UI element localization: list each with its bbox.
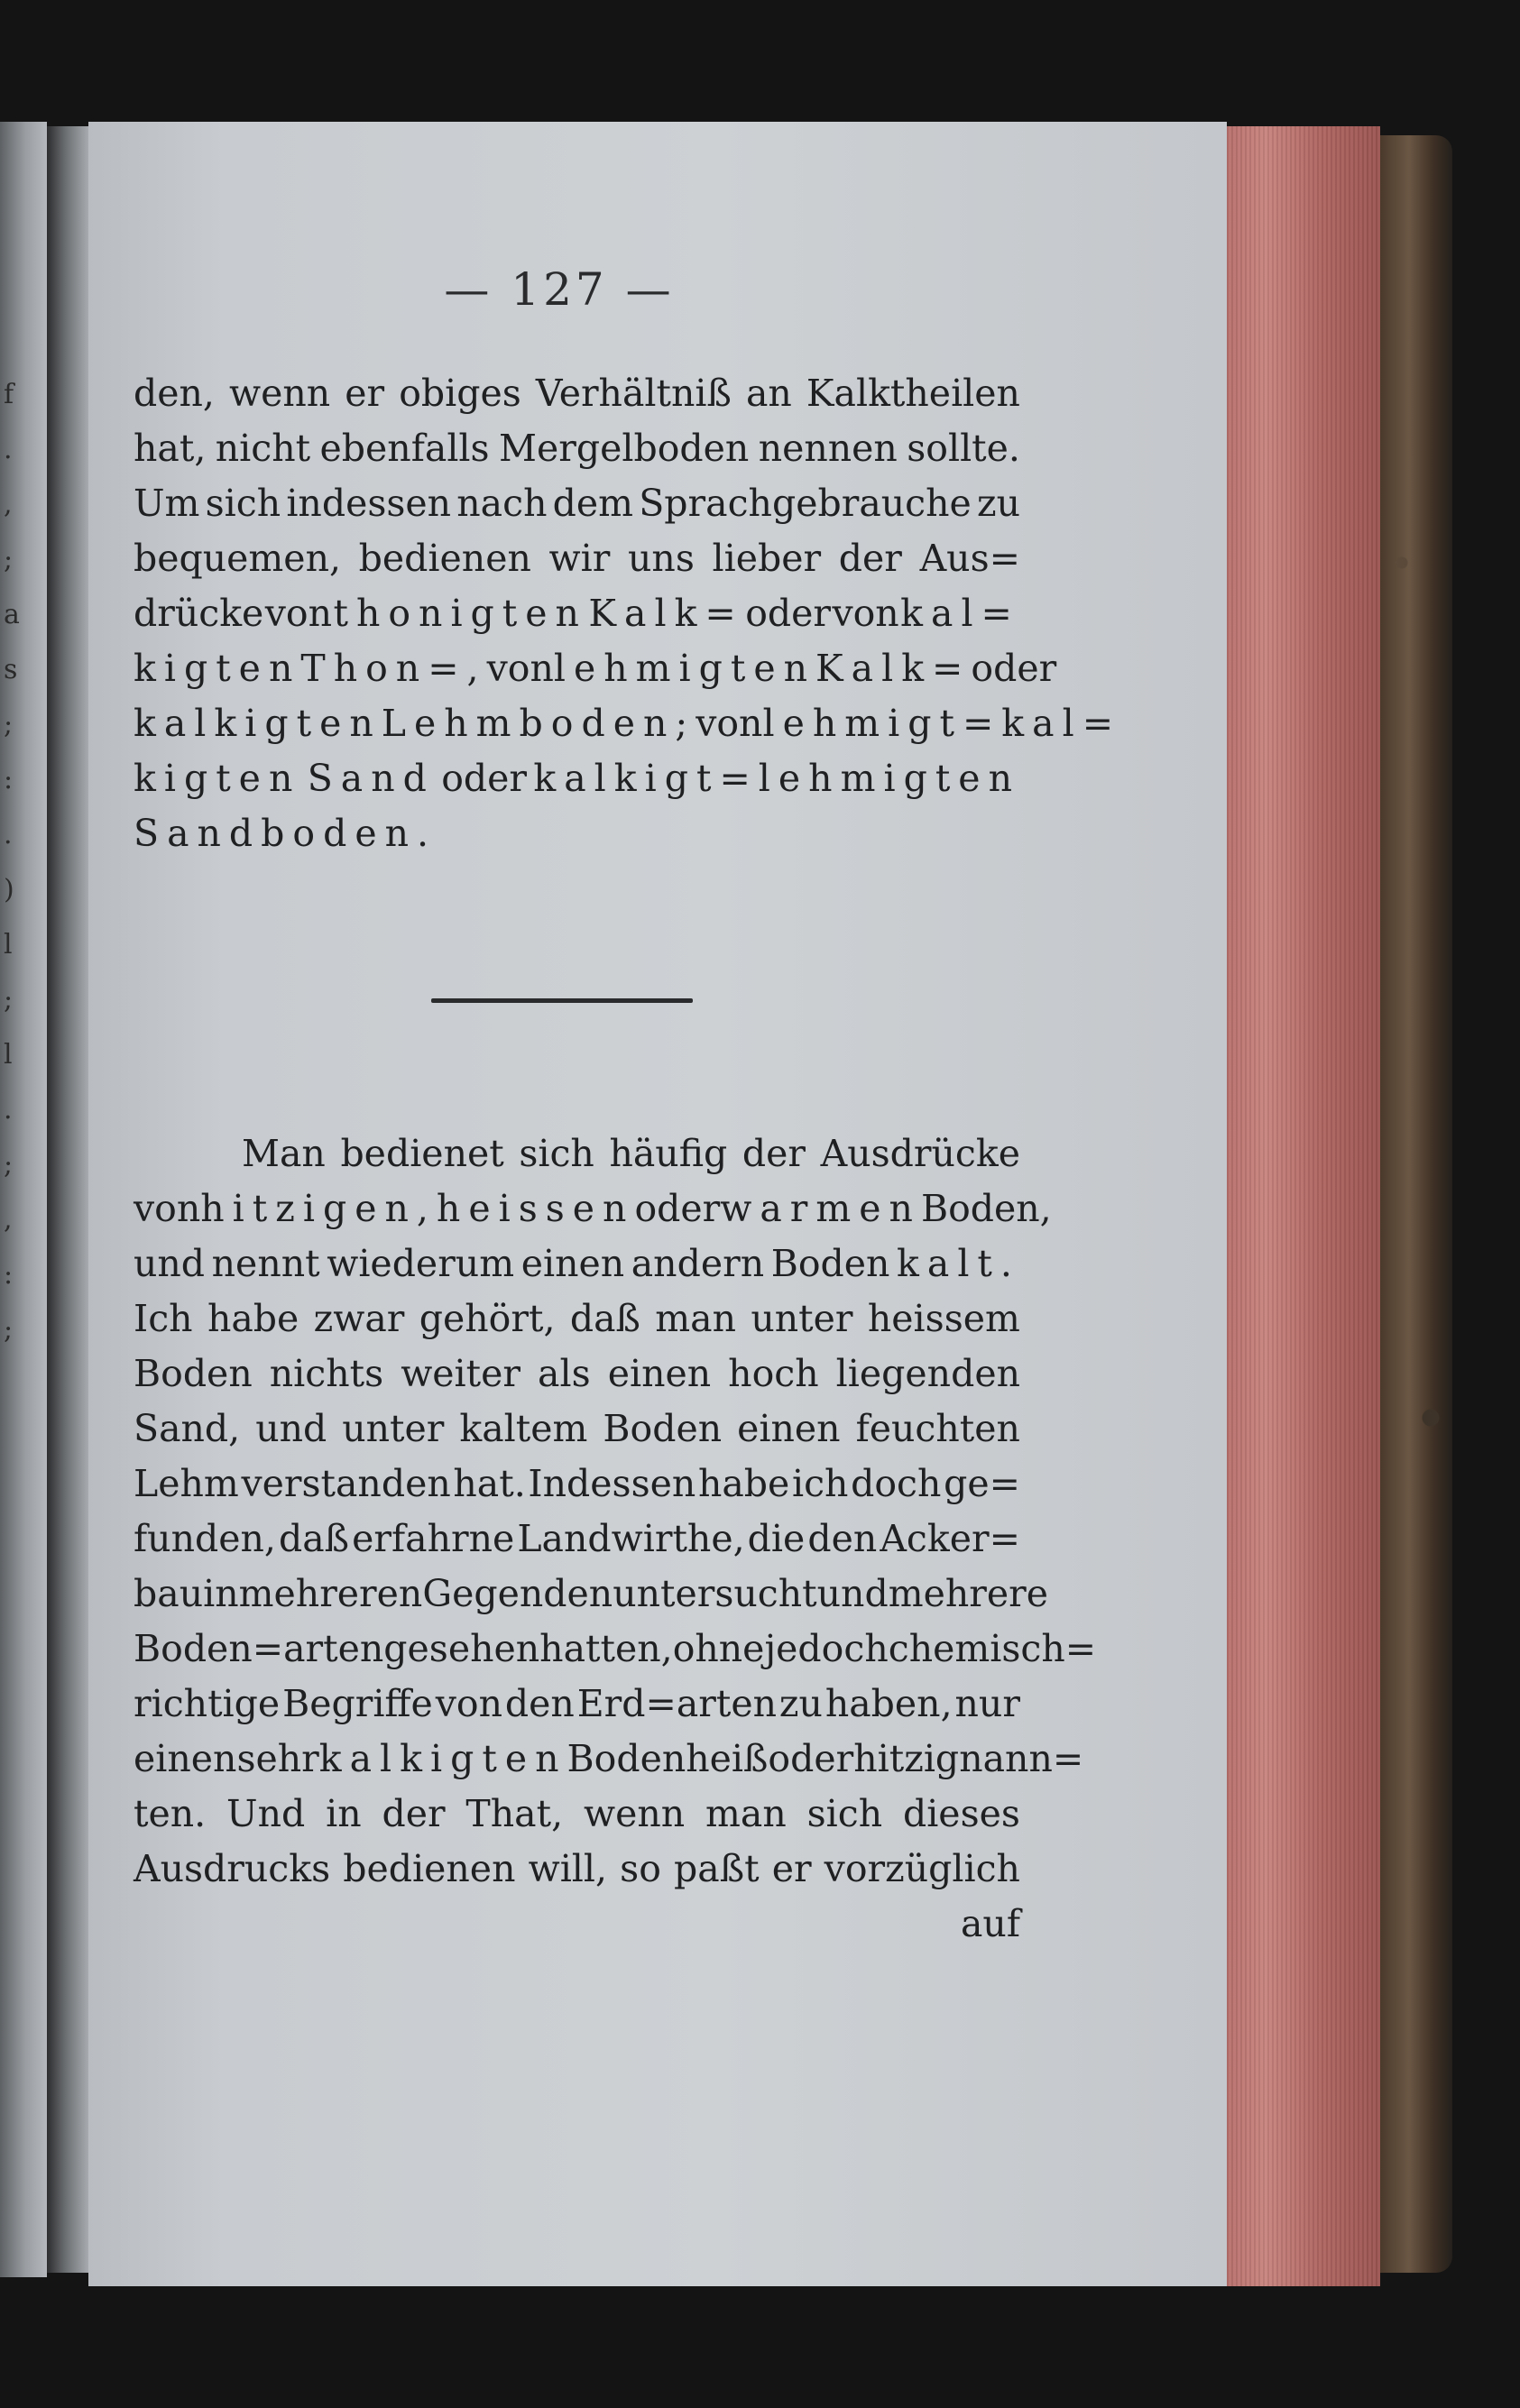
- word: Verhältniß: [535, 372, 732, 415]
- word: und: [255, 1407, 327, 1450]
- word: zu: [778, 1682, 823, 1725]
- word: daß: [278, 1517, 350, 1560]
- word: sehr: [236, 1737, 319, 1780]
- word: kaltem: [459, 1407, 588, 1450]
- word: sich: [519, 1132, 594, 1175]
- word: habe: [697, 1462, 790, 1505]
- text-line: [134, 1682, 1020, 1737]
- word: thonigten: [333, 592, 587, 635]
- margin-mark: .: [4, 819, 13, 850]
- word: wir: [548, 537, 611, 580]
- margin-mark: ;: [4, 709, 14, 740]
- word: nennt: [211, 1242, 320, 1285]
- word: bedienen: [358, 537, 531, 580]
- word: hoch: [728, 1352, 819, 1395]
- word: oder: [441, 757, 528, 800]
- word: sollte.: [907, 427, 1020, 470]
- word: hatten,: [539, 1627, 673, 1670]
- text-line: [134, 372, 1020, 427]
- word: ich: [791, 1462, 849, 1505]
- text-line: [134, 812, 1020, 867]
- text-line: [134, 482, 1020, 537]
- word: That,: [465, 1792, 564, 1835]
- word: nur: [954, 1682, 1020, 1725]
- word: Boden,: [920, 1187, 1052, 1230]
- margin-mark: .: [4, 1094, 13, 1126]
- word: Und: [226, 1792, 306, 1835]
- word: den: [807, 1517, 878, 1560]
- word: in: [203, 1572, 239, 1615]
- word: so: [620, 1847, 661, 1890]
- margin-mark: ;: [4, 984, 14, 1016]
- text-line: [134, 1407, 1020, 1462]
- margin-mark: .: [4, 434, 13, 465]
- word: weiter: [401, 1352, 521, 1395]
- word: den,: [134, 372, 215, 415]
- margin-mark: :: [4, 1259, 14, 1291]
- word: als: [538, 1352, 591, 1395]
- word: er: [771, 1847, 812, 1890]
- word: jedoch: [764, 1627, 889, 1670]
- word: in: [326, 1792, 362, 1835]
- word: bequemen,: [134, 537, 342, 580]
- word: Ich: [134, 1297, 193, 1340]
- word: kigten: [134, 647, 301, 690]
- word: man: [655, 1297, 737, 1340]
- word: Begriffe: [282, 1682, 433, 1725]
- word: die: [747, 1517, 806, 1560]
- text-line: [134, 1847, 1020, 1902]
- word: Ausdrucks: [134, 1847, 331, 1890]
- text-line: [134, 757, 1020, 812]
- text-line: [134, 1627, 1097, 1682]
- word: mehrere: [888, 1572, 1048, 1615]
- word: lieber: [712, 537, 822, 580]
- word: habe: [207, 1297, 299, 1340]
- word: an: [745, 372, 792, 415]
- text-line: [134, 537, 1020, 592]
- margin-mark: ): [4, 874, 14, 905]
- word: Ausdrücke: [820, 1132, 1020, 1175]
- word: unter: [342, 1407, 445, 1450]
- word: er: [345, 372, 385, 415]
- word: dieses: [902, 1792, 1020, 1835]
- text-line: [134, 1737, 1084, 1792]
- text-line: [134, 1572, 1048, 1627]
- word: oder: [745, 592, 832, 635]
- word: hitzigen,: [200, 1187, 437, 1230]
- word: doch: [851, 1462, 942, 1505]
- word: der: [838, 537, 902, 580]
- word: heissem: [867, 1297, 1020, 1340]
- word: Um: [134, 482, 200, 525]
- word: einen: [737, 1407, 841, 1450]
- text-line: [134, 1792, 1020, 1847]
- word: kalkigten: [134, 702, 382, 745]
- text-line: [134, 1462, 1020, 1517]
- word: Kalk=: [588, 592, 744, 635]
- word: bedienen: [343, 1847, 516, 1890]
- word: und: [134, 1242, 206, 1285]
- word: ebenfalls: [319, 427, 490, 470]
- word: Kalktheilen: [806, 372, 1020, 415]
- word: andern: [631, 1242, 765, 1285]
- word: von: [134, 1187, 201, 1230]
- word: häufig: [609, 1132, 728, 1175]
- word: nann=: [959, 1737, 1084, 1780]
- word: ten.: [134, 1792, 207, 1835]
- word: Sprachgebrauche: [639, 482, 972, 525]
- word: kalkigten: [318, 1737, 567, 1780]
- margin-mark: ,: [4, 489, 13, 520]
- text-line: [134, 592, 1020, 647]
- word: indessen: [286, 482, 452, 525]
- word: kal=: [900, 592, 1020, 635]
- catchword: auf: [960, 1902, 1020, 1945]
- text-line: [134, 1242, 1020, 1297]
- word: zu: [976, 482, 1020, 525]
- word: von: [486, 647, 554, 690]
- word: einen: [520, 1242, 625, 1285]
- word: wiederum: [327, 1242, 515, 1285]
- word: gehört,: [419, 1297, 556, 1340]
- word: Lehm: [134, 1462, 239, 1505]
- word: Boden: [603, 1407, 723, 1450]
- word: Sand: [307, 757, 435, 800]
- word: uns: [628, 537, 695, 580]
- word: oder: [971, 647, 1057, 690]
- word: funden,: [134, 1517, 276, 1560]
- word: paßt: [674, 1847, 760, 1890]
- word: wenn: [229, 372, 331, 415]
- text-line: [134, 1187, 1052, 1242]
- word: lehmigt=kal=: [762, 702, 1122, 745]
- word: nach: [456, 482, 548, 525]
- word: ohne: [672, 1627, 765, 1670]
- text-line: [134, 427, 1020, 482]
- word: kalt.: [897, 1242, 1020, 1285]
- word: drücke: [134, 592, 264, 635]
- red-page-edges: [1227, 126, 1380, 2286]
- book-gutter: [47, 126, 88, 2273]
- word: nichts: [269, 1352, 384, 1395]
- text-line: [134, 1352, 1020, 1407]
- paragraph-2: [134, 1132, 1097, 1957]
- word: obiges: [399, 372, 521, 415]
- word: einen: [607, 1352, 712, 1395]
- word: haben,: [824, 1682, 953, 1725]
- text-line: [134, 1297, 1020, 1352]
- word: der: [382, 1792, 446, 1835]
- word: Man: [242, 1132, 326, 1175]
- word: Sand,: [134, 1407, 241, 1450]
- word: sich: [806, 1792, 883, 1835]
- word: Boden: [770, 1242, 890, 1285]
- word: bau: [134, 1572, 204, 1615]
- word: kalkigt=lehmigten: [533, 757, 1020, 800]
- margin-mark: :: [4, 764, 14, 795]
- marbled-cover-edge: [1380, 135, 1452, 2273]
- word: den: [504, 1682, 575, 1725]
- word: von: [832, 592, 899, 635]
- text-line: [134, 647, 1057, 702]
- word: Lehmboden;: [381, 702, 696, 745]
- word: Erd=arten: [576, 1682, 778, 1725]
- margin-mark: ,: [4, 1204, 13, 1236]
- margin-mark: l: [4, 929, 13, 960]
- word: und: [816, 1572, 889, 1615]
- word: zwar: [313, 1297, 405, 1340]
- word: einen: [134, 1737, 237, 1780]
- margin-mark: ;: [4, 1149, 14, 1181]
- word: von: [696, 702, 763, 745]
- section-divider-rule: [431, 998, 693, 1003]
- word: Indessen: [528, 1462, 696, 1505]
- word: Thon=,: [300, 647, 487, 690]
- word: Sandboden.: [134, 812, 438, 855]
- word: gesehen: [383, 1627, 540, 1670]
- word: dem: [552, 482, 634, 525]
- margin-mark: f: [4, 379, 14, 410]
- word: warmen: [720, 1187, 921, 1230]
- word: mehreren: [238, 1572, 423, 1615]
- word: hat.: [453, 1462, 526, 1505]
- margin-mark: ;: [4, 1314, 14, 1346]
- margin-mark: s: [4, 654, 18, 685]
- word: Boden: [567, 1737, 686, 1780]
- word: Boden: [134, 1352, 253, 1395]
- word: unter: [751, 1297, 853, 1340]
- word: richtige: [134, 1682, 281, 1725]
- word: nennen: [758, 427, 898, 470]
- text-line: [134, 1517, 1020, 1572]
- word: heiß: [686, 1737, 769, 1780]
- paragraph-1: [134, 372, 1122, 867]
- word: liegenden: [835, 1352, 1020, 1395]
- word: Gegenden: [422, 1572, 613, 1615]
- word: der: [742, 1132, 806, 1175]
- word: verstanden: [241, 1462, 451, 1505]
- text-line: [134, 1132, 1020, 1187]
- word: kigten: [134, 757, 301, 800]
- text-line: [134, 702, 1122, 757]
- catchword-line: [134, 1902, 1020, 1957]
- word: Aus=: [919, 537, 1020, 580]
- word: erfahrne: [352, 1517, 515, 1560]
- word: heissen: [436, 1187, 635, 1230]
- word: man: [705, 1792, 787, 1835]
- word: Acker=: [880, 1517, 1020, 1560]
- word: bedienet: [340, 1132, 504, 1175]
- margin-mark: ;: [4, 544, 14, 575]
- word: hat,: [134, 427, 207, 470]
- word: sich: [205, 482, 281, 525]
- word: Mergelboden: [498, 427, 750, 470]
- word: oder: [634, 1187, 721, 1230]
- margin-mark: a: [4, 599, 20, 630]
- word: chemisch=: [888, 1627, 1097, 1670]
- word: hitzig: [853, 1737, 960, 1780]
- page-number: — 127 —: [444, 263, 675, 316]
- word: untersucht: [613, 1572, 817, 1615]
- word: wenn: [583, 1792, 686, 1835]
- word: daß: [569, 1297, 640, 1340]
- word: feuchten: [855, 1407, 1020, 1450]
- word: vorzüglich: [824, 1847, 1020, 1890]
- word: Landwirthe,: [517, 1517, 745, 1560]
- word: ge=: [944, 1462, 1020, 1505]
- margin-mark: l: [4, 1039, 13, 1071]
- word: lehmigten: [553, 647, 816, 690]
- word: nicht: [215, 427, 311, 470]
- word: Boden=arten: [134, 1627, 384, 1670]
- word: von: [435, 1682, 502, 1725]
- word: will,: [528, 1847, 608, 1890]
- word: von: [264, 592, 333, 635]
- word: oder: [768, 1737, 854, 1780]
- word: Kalk=: [815, 647, 972, 690]
